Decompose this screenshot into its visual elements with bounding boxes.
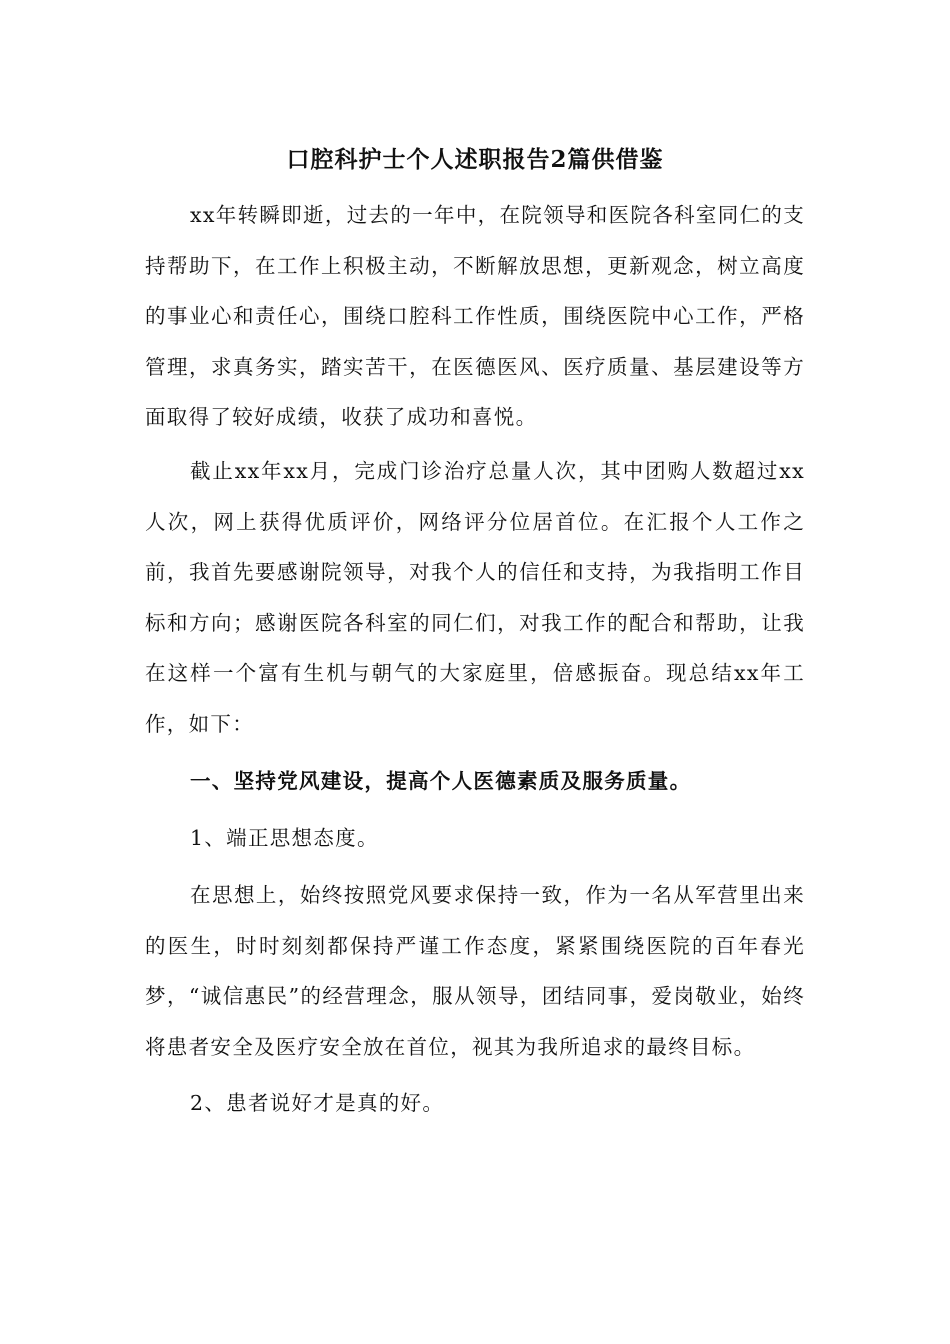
- intro-paragraph: xx年转瞬即逝，过去的一年中，在院领导和医院各科室同仁的支持帮助下，在工作上积极主动，不断解放思想，更新观念，树立高度的事业心和责任心，围绕口腔科工作性质，围绕医院中心工作，严格管理，求真务实，踏实苦干，在医德医风、医疗质量、基层建设等方面取得了较好成绩，收获了成功和喜悦。: [145, 203, 805, 429]
- summary-paragraph: 截止xx年xx月，完成门诊治疗总量人次，其中团购人数超过xx人次，网上获得优质评价，网络评分位居首位。在汇报个人工作之前，我首先要感谢院领导，对我个人的信任和支持，为我指明工作目标和方向；感谢医院各科室的同仁们，对我工作的配合和帮助，让我在这样一个富有生机与朝气的大家庭里，倍感振奋。现总结xx年工作，如下：: [145, 459, 805, 736]
- document-title: 口腔科护士个人述职报告2篇供借鉴: [286, 146, 664, 173]
- subsection-heading-1: 1、端正思想态度。: [190, 826, 379, 850]
- section-heading-1: 一、坚持党风建设，提高个人医德素质及服务质量。: [190, 769, 692, 793]
- subsection-heading-2: 2、患者说好才是真的好。: [190, 1091, 445, 1115]
- attitude-paragraph: 在思想上，始终按照党风要求保持一致，作为一名从军营里出来的医生，时时刻刻都保持严谨工作态度，紧紧围绕医院的百年春光梦，“诚信惠民”的经营理念，服从领导，团结同事，爱岗敬业，始终将患者安全及医疗安全放在首位，视其为我所追求的最终目标。: [145, 883, 805, 1059]
